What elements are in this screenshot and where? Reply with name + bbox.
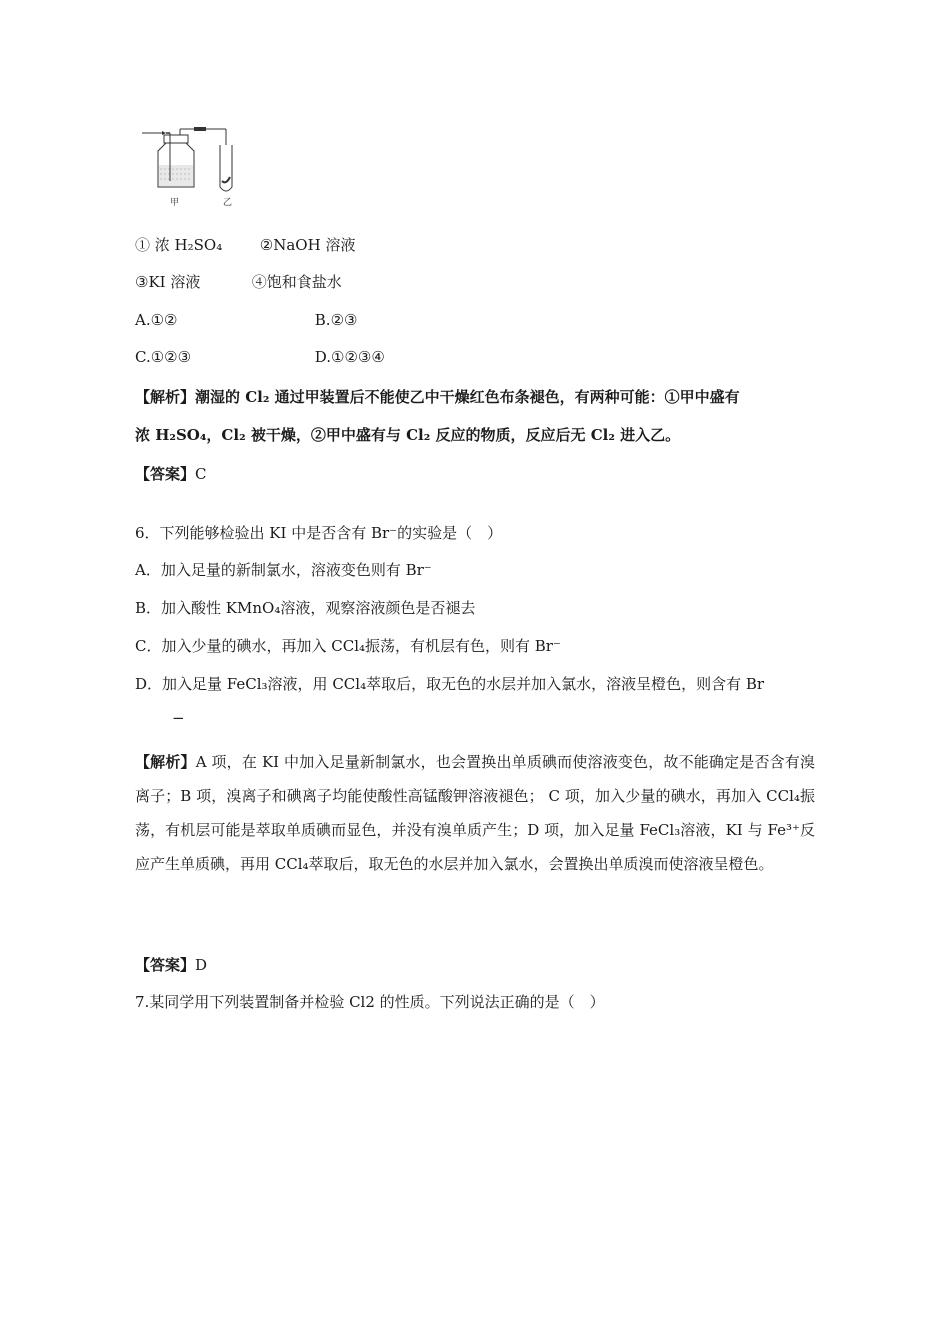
- q5-analysis-text1: 潮湿的 Cl₂ 通过甲装置后不能使乙中干燥红色布条褪色，有两种可能：①甲中盛有: [195, 388, 740, 406]
- q6-stem: 6．下列能够检验出 KI 中是否含有 Br⁻的实验是（ ）: [135, 524, 503, 542]
- q6-answer-value: D: [195, 956, 208, 974]
- q5-option-2: ②NaOH 溶液: [259, 236, 356, 254]
- q5-answer-value: C: [195, 465, 207, 483]
- q5-analysis-label: 【解析】: [135, 388, 196, 406]
- apparatus-figure: [140, 125, 250, 210]
- q5-choice-d: D.①②③④: [314, 348, 385, 366]
- q6-option-b: B．加入酸性 KMnO₄溶液，观察溶液颜色是否褪去: [135, 599, 476, 617]
- q5-choices-row2: [135, 347, 385, 367]
- q5-option-4: ④饱和食盐水: [251, 273, 342, 291]
- q5-choice-b: B.②③: [314, 311, 358, 329]
- q6-answer: [135, 955, 207, 975]
- gas-bottle-and-test-tube-icon: [140, 125, 250, 210]
- q5-answer: [135, 464, 207, 484]
- q5-options-row1: [135, 235, 355, 255]
- q5-choice-c: C.①②③: [135, 348, 192, 366]
- q6-analysis-text: A 项，在 KI 中加入足量新制氯水，也会置换出单质碘而使溶液变色，故不能确定是否含有溴离子；B 项，溴离子和碘离子均能使酸性高锰酸钾溶液褪色； C 项，加入少量的碘水，再加入 CCl₄振荡，有机层可能是萃取单质碘而显色，并没有溴单质产生；D 项，加入足量 FeCl₃溶液，KI 与 Fe³⁺反应产生单质碘，再用 CCl₄萃取后，取无色的水层并加入氯水，会置换出单质溴而使溶液呈橙色。: [135, 753, 815, 873]
- q5-options-row2: [135, 272, 342, 292]
- q6-option-d-cont: −: [172, 709, 185, 727]
- q7-stem: 7.某同学用下列装置制备并检验 Cl2 的性质。下列说法正确的是（ ）: [135, 993, 605, 1011]
- q5-choices-row1: [135, 310, 357, 330]
- figure-label-jia: 甲: [170, 198, 180, 208]
- q5-choice-a: A.①②: [135, 311, 178, 329]
- q6-answer-label: 【答案】: [135, 956, 196, 974]
- q5-analysis-line2: 浓 H₂SO₄，Cl₂ 被干燥，②甲中盛有与 Cl₂ 反应的物质，反应后无 Cl₂ 进入乙。: [135, 426, 681, 444]
- q6-option-c: C．加入少量的碘水，再加入 CCl₄振荡，有机层有色，则有 Br⁻: [135, 637, 561, 655]
- figure-label-yi: 乙: [223, 198, 233, 208]
- q5-answer-label: 【答案】: [135, 465, 196, 483]
- q6-analysis: [135, 745, 815, 881]
- q5-option-1: ① 浓 H₂SO₄: [135, 236, 223, 254]
- q5-option-3: ③KI 溶液: [135, 273, 201, 291]
- q5-analysis-line1: [135, 387, 740, 407]
- q6-option-a: A．加入足量的新制氯水，溶液变色则有 Br⁻: [135, 561, 432, 579]
- q6-option-d: D．加入足量 FeCl₃溶液，用 CCl₄萃取后，取无色的水层并加入氯水，溶液呈橙色，则含有 Br: [135, 675, 765, 693]
- q6-analysis-label: 【解析】: [135, 753, 196, 771]
